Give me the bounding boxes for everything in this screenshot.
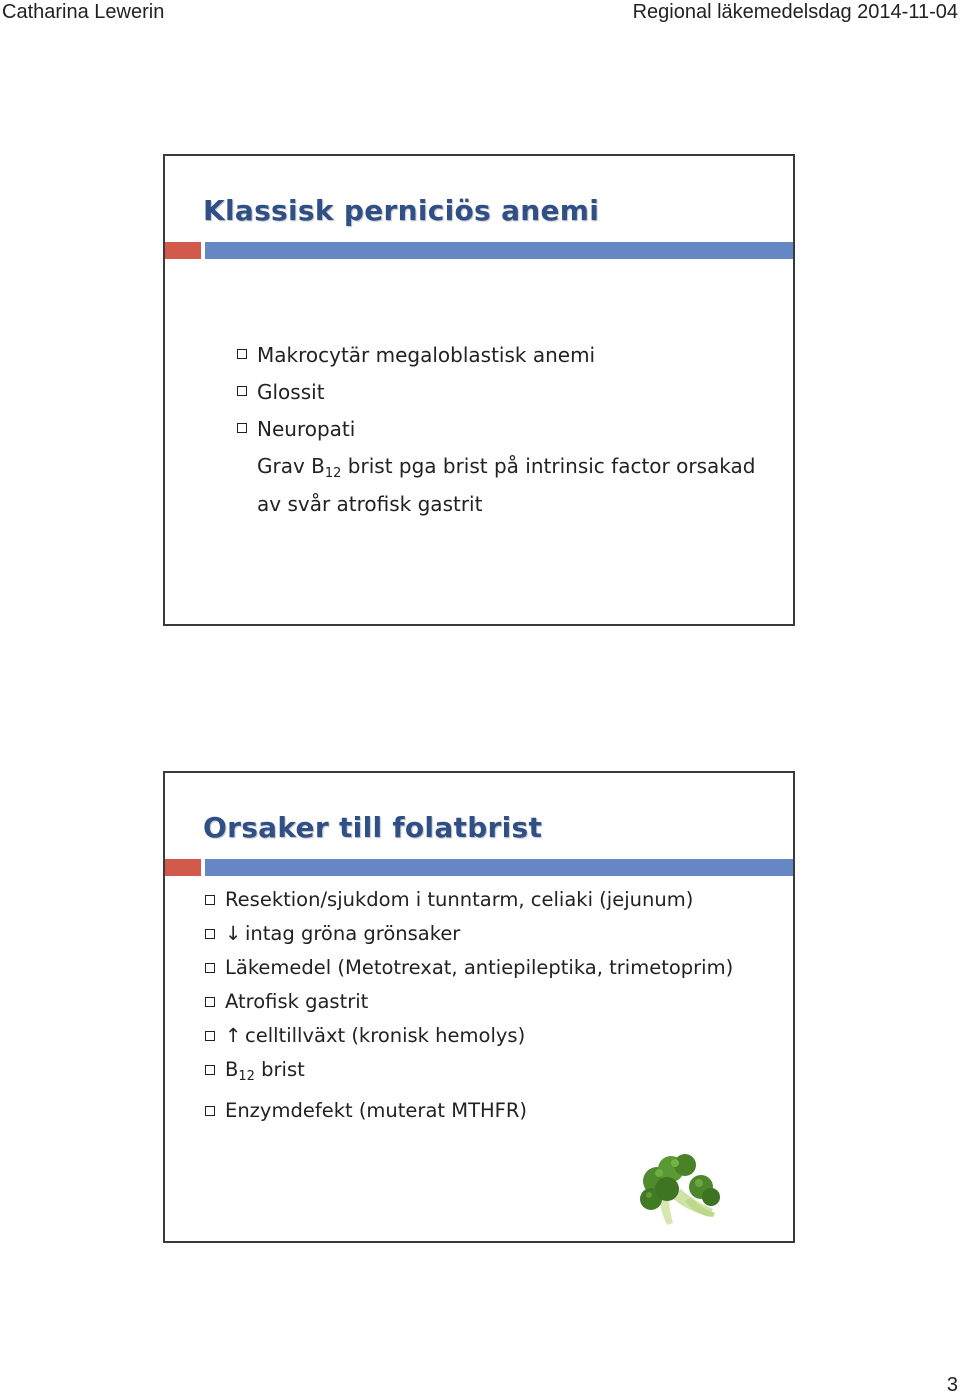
bullet-text: celltillväxt (kronisk hemolys) xyxy=(245,1024,526,1047)
bullet-item xyxy=(205,954,733,982)
header-event: Regional läkemedelsdag 2014-11-04 xyxy=(632,1,958,23)
bullet-item xyxy=(205,1022,733,1050)
note-prefix: Grav B xyxy=(257,454,325,478)
bullet-prefix: B xyxy=(225,1058,239,1081)
slide-1-bullets xyxy=(237,340,755,526)
bullet-text: Glossit xyxy=(257,380,325,404)
bullet-item xyxy=(205,988,733,1016)
slide-2-title: Orsaker till folatbrist xyxy=(203,811,543,844)
title-accent-red xyxy=(165,859,201,876)
title-accent-blue xyxy=(205,859,793,876)
bullet-item xyxy=(205,886,733,914)
slide-2 xyxy=(163,771,795,1243)
page-number: 3 xyxy=(946,1374,958,1396)
square-bullet-icon xyxy=(237,386,247,396)
bullet-text: brist xyxy=(254,1058,305,1081)
bullet-text: Neuropati xyxy=(257,417,356,441)
square-bullet-icon xyxy=(205,1065,215,1075)
bullet-item xyxy=(237,414,755,444)
square-bullet-icon xyxy=(205,929,215,939)
bullet-text: intag gröna grönsaker xyxy=(245,922,461,945)
broccoli-icon xyxy=(639,1151,723,1229)
bullet-item xyxy=(205,1097,733,1125)
bullet-item xyxy=(237,377,755,407)
bullet-text: Makrocytär megaloblastisk anemi xyxy=(257,343,596,367)
square-bullet-icon xyxy=(205,1106,215,1116)
title-accent-red xyxy=(165,242,201,259)
slide-1-title: Klassisk perniciös anemi xyxy=(203,194,600,227)
bullet-item xyxy=(237,340,755,370)
square-bullet-icon xyxy=(205,963,215,973)
square-bullet-icon xyxy=(237,423,247,433)
note-subscript: 12 xyxy=(324,466,342,481)
bullet-subscript: 12 xyxy=(238,1069,255,1084)
bullet-text: Läkemedel (Metotrexat, antiepileptika, trimetoprim) xyxy=(225,956,734,979)
bullet-text: Enzymdefekt (muterat MTHFR) xyxy=(225,1099,528,1122)
square-bullet-icon xyxy=(205,895,215,905)
note-line2: av svår atrofisk gastrit xyxy=(257,492,483,516)
slide-2-bullets xyxy=(205,886,733,1131)
square-bullet-icon xyxy=(237,349,247,359)
bullet-text: Resektion/sjukdom i tunntarm, celiaki (jejunum) xyxy=(225,888,694,911)
bullet-note xyxy=(237,451,755,519)
arrow-up-icon: ↑ xyxy=(225,1024,242,1047)
square-bullet-icon xyxy=(205,997,215,1007)
header-author: Catharina Lewerin xyxy=(2,1,165,23)
bullet-text: Atrofisk gastrit xyxy=(225,990,369,1013)
bullet-item xyxy=(205,1056,733,1091)
bullet-item xyxy=(205,920,733,948)
title-accent-blue xyxy=(205,242,793,259)
arrow-down-icon: ↓ xyxy=(225,922,242,945)
slide-1 xyxy=(163,154,795,626)
note-line1: brist pga brist på intrinsic factor orsakad xyxy=(341,454,756,478)
square-bullet-icon xyxy=(205,1031,215,1041)
